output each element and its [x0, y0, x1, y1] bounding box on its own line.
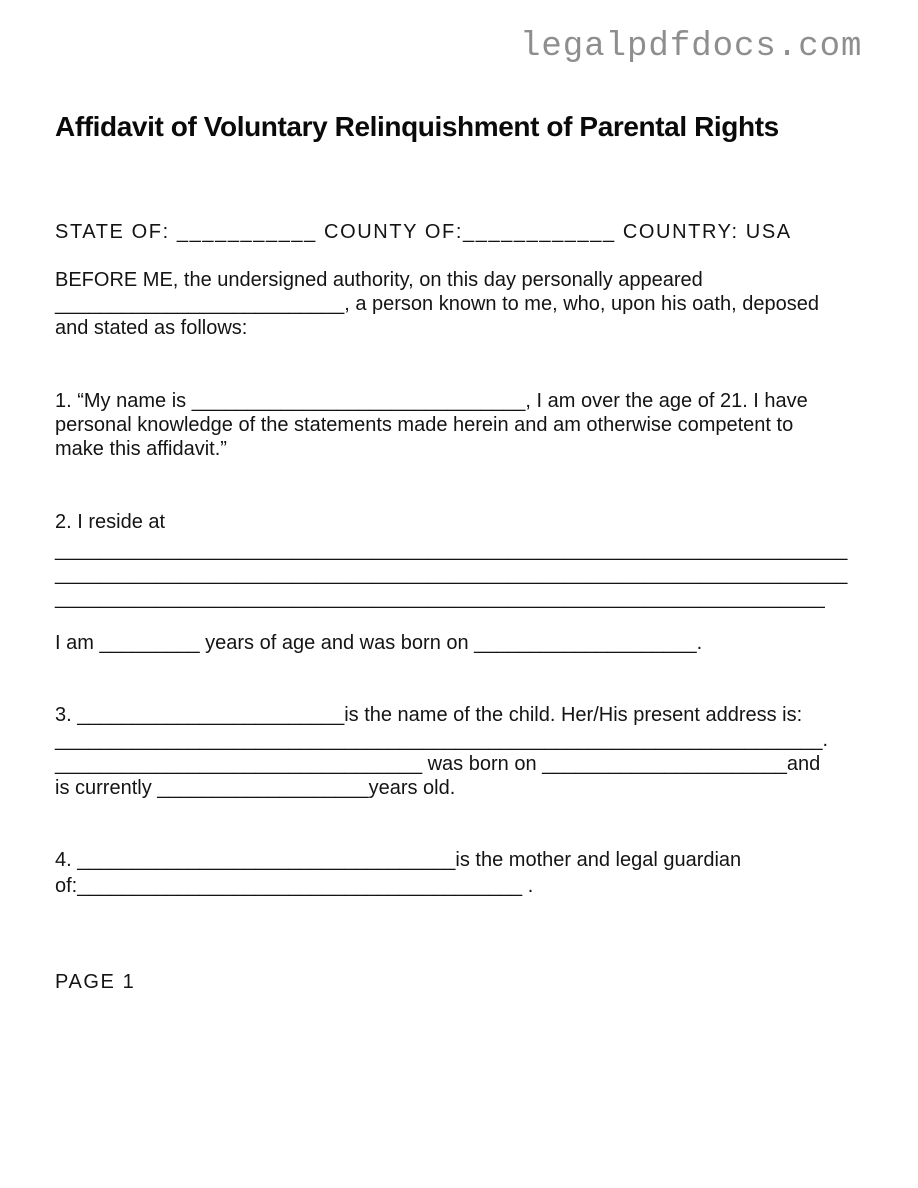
item-1-line-3: make this affidavit.” — [55, 438, 227, 460]
item-1-line-2: personal knowledge of the statements made herein and am otherwise competent to — [55, 414, 794, 436]
item-3-line-3: _________________________________ was born on ______________________and — [55, 753, 821, 775]
intro-line-2: __________________________, a person known to me, who, upon his oath, deposed — [55, 293, 819, 315]
item-2-line-1: 2. I reside at — [55, 511, 166, 533]
item-4-line-2: of:________________________________________ . — [55, 875, 534, 897]
intro-line-1: BEFORE ME, the undersigned authority, on this day personally appeared — [55, 269, 703, 291]
item-2-address-blank-3: ____________________________________________________________________ — [55, 587, 825, 609]
document-title: Affidavit of Voluntary Relinquishment of Parental Rights — [55, 111, 779, 142]
intro-line-3: and stated as follows: — [55, 317, 248, 339]
watermark: legalpdfdocs.com — [520, 28, 863, 66]
item-3-line-1: 3. ________________________is the name of the child. Her/His present address is: — [55, 704, 803, 726]
age-birth-line: I am _________ years of age and was born on ____________________. — [55, 632, 703, 654]
item-2-address-blank-1: ______________________________________________________________________ — [55, 539, 848, 561]
jurisdiction-line: STATE OF: ___________ COUNTY OF:____________ COUNTRY: USA — [55, 221, 792, 243]
item-2-address-blank-2: ______________________________________________________________________ — [55, 563, 848, 585]
page-number: PAGE 1 — [55, 971, 136, 993]
item-3-line-4: is currently ___________________years old. — [55, 777, 456, 799]
item-3-line-2: _____________________________________________________________________. — [55, 729, 829, 751]
item-1-line-1: 1. “My name is ______________________________, I am over the age of 21. I have — [55, 390, 808, 412]
item-4-line-1: 4. __________________________________is the mother and legal guardian — [55, 849, 742, 871]
